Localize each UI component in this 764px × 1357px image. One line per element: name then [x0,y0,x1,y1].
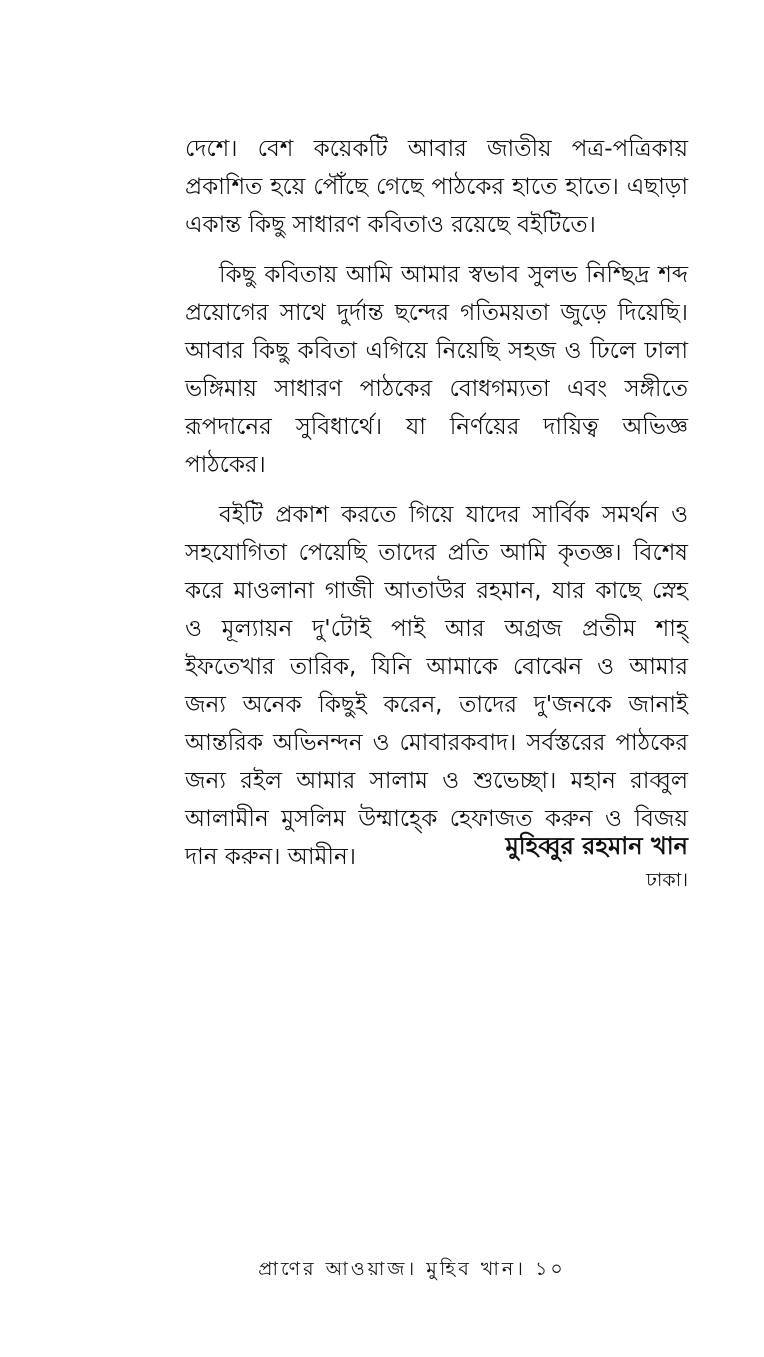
paragraph-continuation: দেশে। বেশ কয়েকটি আবার জাতীয় পত্র-পত্রিকায় প্রকাশিত হয়ে পৌঁছে গেছে পাঠকের হাতে হাতে। এছাড়া একান্ত কিছু সাধারণ কবিতাও রয়েছে বইটিতে। [185,136,688,238]
paragraph-poetry-style: কিছু কবিতায় আমি আমার স্বভাব সুলভ নিশ্ছিদ্র শব্দ প্রয়োগের সাথে দুর্দান্ত ছন্দের গতিময়তা জুড়ে দিয়েছি। আবার কিছু কবিতা এগিয়ে নিয়েছি সহজ ও ঢিলে ঢালা ভঙ্গিমায় সাধারণ পাঠকের বোধগম্যতা এবং সঙ্গীতে রূপদানের সুবিধার্থে। যা নির্ণয়ের দায়িত্ব অভিজ্ঞ পাঠকের। [185,262,688,478]
author-place: ঢাকা। [646,869,688,891]
author-name: মুহিব্বুর রহমান খান [505,832,688,860]
page-footer: প্রাণের আওয়াজ। মুহিব খান। ১০ [258,1258,566,1280]
signature-block [505,828,688,896]
paragraph-acknowledgements: বইটি প্রকাশ করতে গিয়ে যাদের সার্বিক সমর্থন ও সহযোগিতা পেয়েছি তাদের প্রতি আমি কৃতজ্ঞ। বিশেষ করে মাওলানা গাজী আতাউর রহমান, যার কাছে স্নেহ ও মূল্যায়ন দু'টোই পাই আর অগ্রজ প্রতীম শাহ্ ইফতেখার তারিক, যিনি আমাকে বোঝেন ও আমার জন্য অনেক কিছুই করেন, তাদের দু'জনকে জানাই আন্তরিক অভিনন্দন ও মোবারকবাদ। সর্বস্তরের পাঠকের জন্য রইল আমার সালাম ও শুভেচ্ছা। মহান রাব্বুল আলামীন মুসলিম উম্মাহ্কে হেফাজত করুন ও বিজয় দান করুন। আমীন। [185,502,688,870]
body-text [185,130,688,888]
